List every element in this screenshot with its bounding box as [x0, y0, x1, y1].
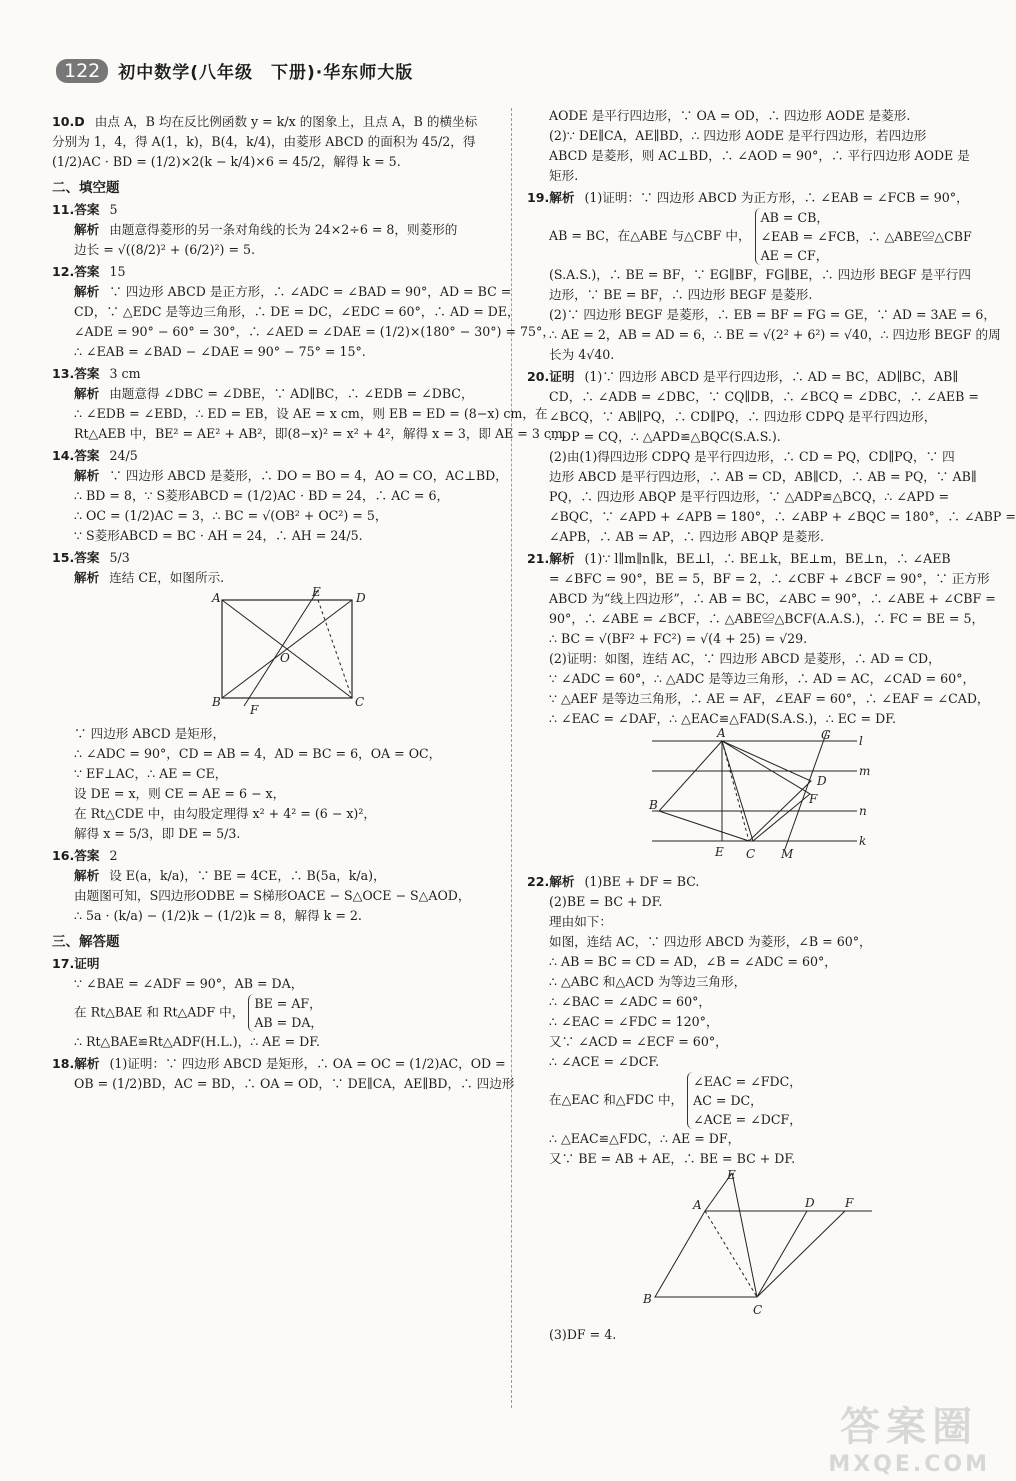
q18 — [52, 1054, 515, 1094]
q17-line: 在 Rt△BAE 和 Rt△ADF 中， — [74, 1004, 245, 1020]
q21-line: ∴ BC = √(BF² + FC²) = √(4 + 25) = √29. — [549, 631, 808, 646]
fig21-label: m — [859, 764, 871, 778]
fig22-ac — [705, 1211, 757, 1297]
q13-line: ∴ ∠EDB = ∠EBD，∴ ED = EB，设 AE = x cm，则 EB = ED = (8−x) cm，在 — [74, 406, 548, 421]
watermark-url: MXQE.COM — [828, 1452, 990, 1477]
q22-line: 又∵ ∠ACD = ∠ECF = 60°， — [549, 1034, 728, 1049]
fig15-ef — [244, 590, 318, 706]
q18-line: OB = (1/2)BD，AC = BD，∴ OA = OD，∵ DE∥CA，AE∥BD，∴ 四边形 — [74, 1076, 515, 1091]
q19-line: 长为 4√40. — [549, 347, 615, 362]
q17 — [52, 954, 492, 1052]
q20-line: ∠BQC，∵ ∠APD + ∠APB = 180°，∴ ∠ABP + ∠BQC = 180°，∴ ∠ABP = — [549, 509, 1016, 524]
q22-line: (3)DF = 4. — [549, 1327, 617, 1342]
fig22-label: F — [845, 1196, 854, 1210]
q14-line: ∴ BD = 8，∵ S菱形ABCD = (1/2)AC · BD = 24，∴ AC = 6， — [74, 488, 450, 503]
q22-line: 如图，连结 AC，∵ 四边形 ABCD 为菱形，∠B = 60°， — [549, 934, 872, 949]
fig21-label: F — [809, 792, 818, 806]
q20-line: PQ，∴ 四边形 ABQP 是平行四边形，∵ △ADP≌△BCQ，∴ ∠APD = — [549, 489, 950, 504]
q22-line: ∴ △ABC 和△ACD 为等边三角形， — [549, 974, 747, 989]
q19-brace-line: AE = CF， — [760, 248, 829, 263]
fig15-label: F — [250, 703, 259, 717]
q20-label: 20.证明 — [527, 369, 575, 384]
q20-line: CD，∴ ∠ADB = ∠DBC，∵ CQ∥DB，∴ ∠BCQ = ∠DBC，∴ ∠AEB = — [549, 389, 979, 404]
q15-answer: 5/3 — [109, 550, 130, 565]
q15-line: ∴ ∠ADC = 90°，CD = AB = 4，AD = BC = 6，OA = OC， — [74, 746, 442, 761]
fig21-label: n — [859, 804, 867, 818]
q22-line: 在△EAC 和△FDC 中， — [549, 1092, 684, 1107]
q15-line: ∵ 四边形 ABCD 是矩形， — [74, 726, 226, 741]
fig15-label: B — [212, 695, 221, 709]
q12-line: ∠ADE = 90° − 60° = 30°，∴ ∠AED = ∠DAE = (1/2)×(180° − 30°) = 75°， — [74, 324, 555, 339]
q21-line: ABCD 为“线上四边形”，∴ AB = BC，∠ABC = 90°，∴ ∠ABE + ∠CBF = — [549, 591, 996, 606]
q22-line: (2)BE = BC + DF. — [549, 894, 663, 909]
q16-answer: 2 — [109, 848, 118, 863]
q20-line: ∠BCQ，∵ AB∥PQ，∴ CD∥PQ，∴ 四边形 CDPQ 是平行四边形， — [549, 409, 937, 424]
q14-line: ∵ S菱形ABCD = BC · AH = 24，∴ AH = 24/5. — [74, 528, 363, 543]
q21-line: ∵ ∠ADC = 60°，∴ △ADC 是等边三角形，∴ AD = AC，∠CAD = 60°， — [549, 671, 976, 686]
q20-line: ∴ DP = CQ，∴ △APD≌△BQC(S.A.S.). — [549, 429, 781, 444]
q12-line: ∵ 四边形 ABCD 是正方形，∴ ∠ADC = ∠BAD = 90°，AD = BC = — [109, 284, 512, 299]
q15-line: 在 Rt△CDE 中，由勾股定理得 x² + 4² = (6 − x)²， — [74, 806, 376, 821]
q22-label: 22.解析 — [527, 874, 575, 889]
q11 — [52, 200, 492, 260]
q21 — [527, 549, 996, 870]
q15-line: 设 DE = x，则 CE = AE = 6 − x， — [74, 786, 286, 801]
q22-line: ∴ ∠ACE = ∠DCF. — [549, 1054, 660, 1069]
q21-line: 90°，∴ ∠ABE = ∠BCF，∴ △ABE≌△BCF(A.A.S.)，∴ FC = BE = 5， — [549, 611, 985, 626]
q18-line: 矩形. — [549, 168, 579, 183]
q22-line: ∴ ∠EAC = ∠FDC = 120°， — [549, 1014, 719, 1029]
q19-line: (2)∵ 四边形 BEGF 是菱形，∴ EB = BF = FG = GE，∵ AD = 3AE = 6， — [549, 307, 997, 322]
fig22-label: A — [693, 1198, 702, 1212]
q21-line: = ∠BFC = 90°，BE = 5，BF = 2，∴ ∠CBF + ∠BCF = 90°，∵ 正方形 — [549, 571, 990, 586]
q11-jx: 解析 — [74, 222, 100, 237]
fig15-label: O — [280, 651, 290, 665]
q22-line: ∴ △EAC≌△FDC，∴ AE = DF， — [549, 1131, 741, 1146]
q19-line: (S.A.S.)，∴ BE = BF，∵ EG∥BF，FG∥BE，∴ 四边形 BEGF 是平行四 — [549, 267, 971, 282]
q18-continued — [527, 106, 972, 186]
q16 — [52, 846, 492, 926]
fig21-label: E — [715, 845, 724, 859]
q22-line: 理由如下： — [549, 914, 612, 929]
q10 — [52, 112, 492, 172]
q21-label: 21.解析 — [527, 551, 575, 566]
q13-label: 13.答案 — [52, 366, 100, 381]
q20-line: 边形 ABCD 是平行四边形，∴ AB = CD，AB∥CD，∴ AB = PQ，∵ AB∥ — [549, 469, 977, 484]
q19-label: 19.解析 — [527, 190, 575, 205]
q12-jx: 解析 — [74, 284, 100, 299]
q11-answer: 5 — [109, 202, 118, 217]
q12-label: 12.答案 — [52, 264, 100, 279]
q15-label: 15.答案 — [52, 550, 100, 565]
fig15-label: C — [355, 695, 365, 709]
q19-brace — [755, 208, 972, 265]
q19-line: ∴ AE = 2，AB = AD = 6，∴ BE = √(2² + 6²) = √40，∴ 四边形 BEGF 的周 — [549, 327, 1001, 342]
q18-line: (2)∵ DE∥CA，AE∥BD，∴ 四边形 AODE 是平行四边形，若四边形 — [549, 128, 927, 143]
q11-line: 由题意得菱形的另一条对角线的长为 24×2÷6 = 8，则菱形的 — [109, 222, 458, 237]
fig22-ec — [732, 1173, 757, 1297]
q11-label: 11.答案 — [52, 202, 100, 217]
fig22-cf — [757, 1211, 845, 1297]
q13-jx: 解析 — [74, 386, 100, 401]
right-column — [527, 104, 1016, 1347]
parallel-lines-figure-q21 — [527, 726, 972, 864]
watermark — [828, 1395, 990, 1477]
q16-line: 设 E(a，k/a)，∵ BE = 4CE，∴ B(5a，k/a)， — [109, 868, 386, 883]
q21-line: (2)证明：如图，连结 AC，∵ 四边形 ABCD 是菱形，∴ AD = CD， — [549, 651, 941, 666]
fig21-label: M — [781, 847, 794, 861]
q13-answer: 3 cm — [109, 366, 141, 381]
q15-line: ∵ EF⊥AC，∴ AE = CE， — [74, 766, 228, 781]
fig21-rhombus — [659, 741, 811, 841]
q22-line: 又∵ BE = AB + AE，∴ BE = BC + DF. — [549, 1151, 796, 1166]
section-answers: 三、解答题 — [52, 934, 120, 950]
q14-line: ∵ 四边形 ABCD 是菱形，∴ DO = BO = 4，AO = CO，AC⊥BD， — [109, 468, 508, 483]
q17-line: ∵ ∠BAE = ∠ADF = 90°，AB = DA， — [74, 976, 304, 991]
q19-line: 边形，∵ BE = BF，∴ 四边形 BEGF 是菱形. — [549, 287, 813, 302]
q17-label: 17.证明 — [52, 956, 100, 971]
q15-jx: 解析 — [74, 570, 100, 585]
q11-line: 边长 = √((8/2)² + (6/2)²) = 5. — [74, 242, 256, 257]
q20-line: (1)∵ 四边形 ABCD 是平行四边形，∴ AD = BC，AD∥BC，AB∥ — [584, 369, 959, 384]
fig22-label: E — [727, 1168, 736, 1182]
fig21-ac — [722, 741, 749, 841]
q18-line: AODE 是平行四边形，∵ OA = OD，∴ 四边形 AODE 是菱形. — [549, 108, 911, 123]
q20-line: ∠APB，∴ AB = AP，∴ 四边形 ABQP 是菱形. — [549, 529, 824, 544]
q19 — [527, 188, 1001, 365]
q18-line: ABCD 是菱形，则 AC⊥BD，∴ ∠AOD = 90°，∴ 平行四边形 AODE 是 — [549, 148, 970, 163]
fig21-label: A — [717, 726, 726, 740]
fig15-label: E — [312, 585, 321, 599]
q10-line: (1/2)AC · BD = (1/2)×2(k − k/4)×6 = 45/2，解得 k = 5. — [52, 154, 401, 169]
q15-intro: 连结 CE，如图所示. — [109, 570, 225, 585]
q22-line: (1)BE + DF = BC. — [584, 874, 700, 889]
q22 — [527, 872, 972, 1345]
q16-line: ∴ 5a · (k/a) − (1/2)k − (1/2)k = 8，解得 k = 2. — [74, 908, 362, 923]
q22-brace — [687, 1072, 802, 1129]
fig21-label: B — [649, 798, 658, 812]
q15-line: 解得 x = 5/3，即 DE = 5/3. — [74, 826, 241, 841]
book-title: 初中数学(八年级 下册)·华东师大版 — [118, 63, 414, 83]
q14-jx: 解析 — [74, 468, 100, 483]
q12-line: CD，∵ △EDC 是等边三角形，∴ DE = DC，∠EDC = 60°，∴ AD = DE， — [74, 304, 520, 319]
q12 — [52, 262, 555, 362]
q10-line: 分别为 1，4，得 A(1，k)，B(4，k/4)，由菱形 ABCD 的面积为 45/2，得 — [52, 134, 476, 149]
q20 — [527, 367, 1016, 547]
q17-line: ∴ Rt△BAE≌Rt△ADF(H.L.)，∴ AE = DF. — [74, 1034, 321, 1049]
q14-answer: 24/5 — [109, 448, 138, 463]
q12-line: ∴ ∠EAB = ∠BAD − ∠DAE = 90° − 75° = 15°. — [74, 344, 366, 359]
q18-line: (1)证明：∵ 四边形 ABCD 是矩形，∴ OA = OC = (1/2)AC，OD = — [109, 1056, 506, 1071]
rectangle-figure-q15 — [52, 585, 492, 718]
rhombus-figure-q22 — [527, 1169, 972, 1319]
q21-line: (1)∵ l∥m∥n∥k，BE⊥l，∴ BE⊥k，BE⊥m，BE⊥n，∴ ∠AEB — [584, 551, 951, 566]
q10-line: 由点 A，B 均在反比例函数 y = k/x 的图象上，且点 A，B 的横坐标 — [94, 114, 478, 129]
q19-line: AB = BC，在△ABE 与△CBF 中， — [549, 228, 751, 243]
q16-jx: 解析 — [74, 868, 100, 883]
q22-line: ∴ AB = BC = CD = AD，∠B = ∠ADC = 60°， — [549, 954, 837, 969]
fig22-label: B — [643, 1292, 652, 1306]
q22-brace-line: ∠ACE = ∠DCF， — [693, 1112, 802, 1127]
q21-line: ∴ ∠EAC = ∠DAF，∴ △EAC≌△FAD(S.A.S.)，∴ EC = DF. — [549, 711, 896, 726]
fig21-label: l — [859, 734, 863, 748]
q18-label: 18.解析 — [52, 1056, 100, 1071]
fig15-ce — [318, 600, 352, 698]
page-header — [56, 58, 413, 83]
q20-line: (2)由(1)得四边形 CDPQ 是平行四边形，∴ CD = PQ，CD∥PQ，∵ 四 — [549, 449, 955, 464]
q17-brace-line: BE = AF， — [254, 996, 322, 1011]
fig22-label: C — [753, 1303, 763, 1317]
fig21-label: G — [821, 728, 831, 742]
q22-brace-line: ∠EAC = ∠FDC， — [693, 1074, 802, 1089]
page-number: 122 — [56, 59, 108, 83]
q16-label: 16.答案 — [52, 848, 100, 863]
q14-label: 14.答案 — [52, 448, 100, 463]
q15 — [52, 548, 492, 844]
q14-line: ∴ OC = (1/2)AC = 3，∴ BC = √(OB² + OC²) = 5， — [74, 508, 388, 523]
q19-brace-line: AB = CB， — [760, 210, 829, 225]
q17-brace — [248, 994, 323, 1032]
q17-brace-line: AB = DA， — [254, 1015, 324, 1030]
section-fill-in: 二、填空题 — [52, 180, 120, 196]
fig22-label: D — [805, 1196, 815, 1210]
q19-line: (1)证明：∵ 四边形 ABCD 为正方形，∴ ∠EAB = ∠FCB = 90°， — [584, 190, 969, 205]
q21-line: ∵ △AEF 是等边三角形，∴ AE = AF，∠EAF = 60°，∴ ∠EAF = ∠CAD， — [549, 691, 990, 706]
fig15-label: D — [356, 591, 366, 605]
fig21-gm — [785, 731, 827, 849]
q22-brace-line: AC = DC， — [693, 1093, 763, 1108]
fig15-label: A — [212, 591, 221, 605]
q19-brace-line: ∠EAB = ∠FCB，∴ △ABE≌△CBF — [760, 229, 972, 244]
q12-answer: 15 — [109, 264, 126, 279]
fig21-label: D — [817, 774, 827, 788]
fig21-triangle — [722, 741, 810, 841]
q22-line: ∴ ∠BAC = ∠ADC = 60°， — [549, 994, 711, 1009]
q10-label: 10.D — [52, 114, 85, 129]
q14 — [52, 446, 508, 546]
fig21-label: k — [859, 834, 867, 848]
fig21-label: C — [746, 847, 756, 861]
watermark-logo: 答案圈 — [840, 1404, 979, 1450]
q13-line: 由题意得 ∠DBC = ∠DBE，∵ AD∥BC，∴ ∠EDB = ∠DBC， — [109, 386, 474, 401]
q16-line: 由题图可知，S四边形ODBE = S梯形OACE − S△OCE − S△AOD， — [74, 888, 471, 903]
q13-line: Rt△AEB 中，BE² = AE² + AB²，即(8−x)² = x² + 4²，解得 x = 3，即 AE = 3 cm. — [74, 426, 567, 441]
